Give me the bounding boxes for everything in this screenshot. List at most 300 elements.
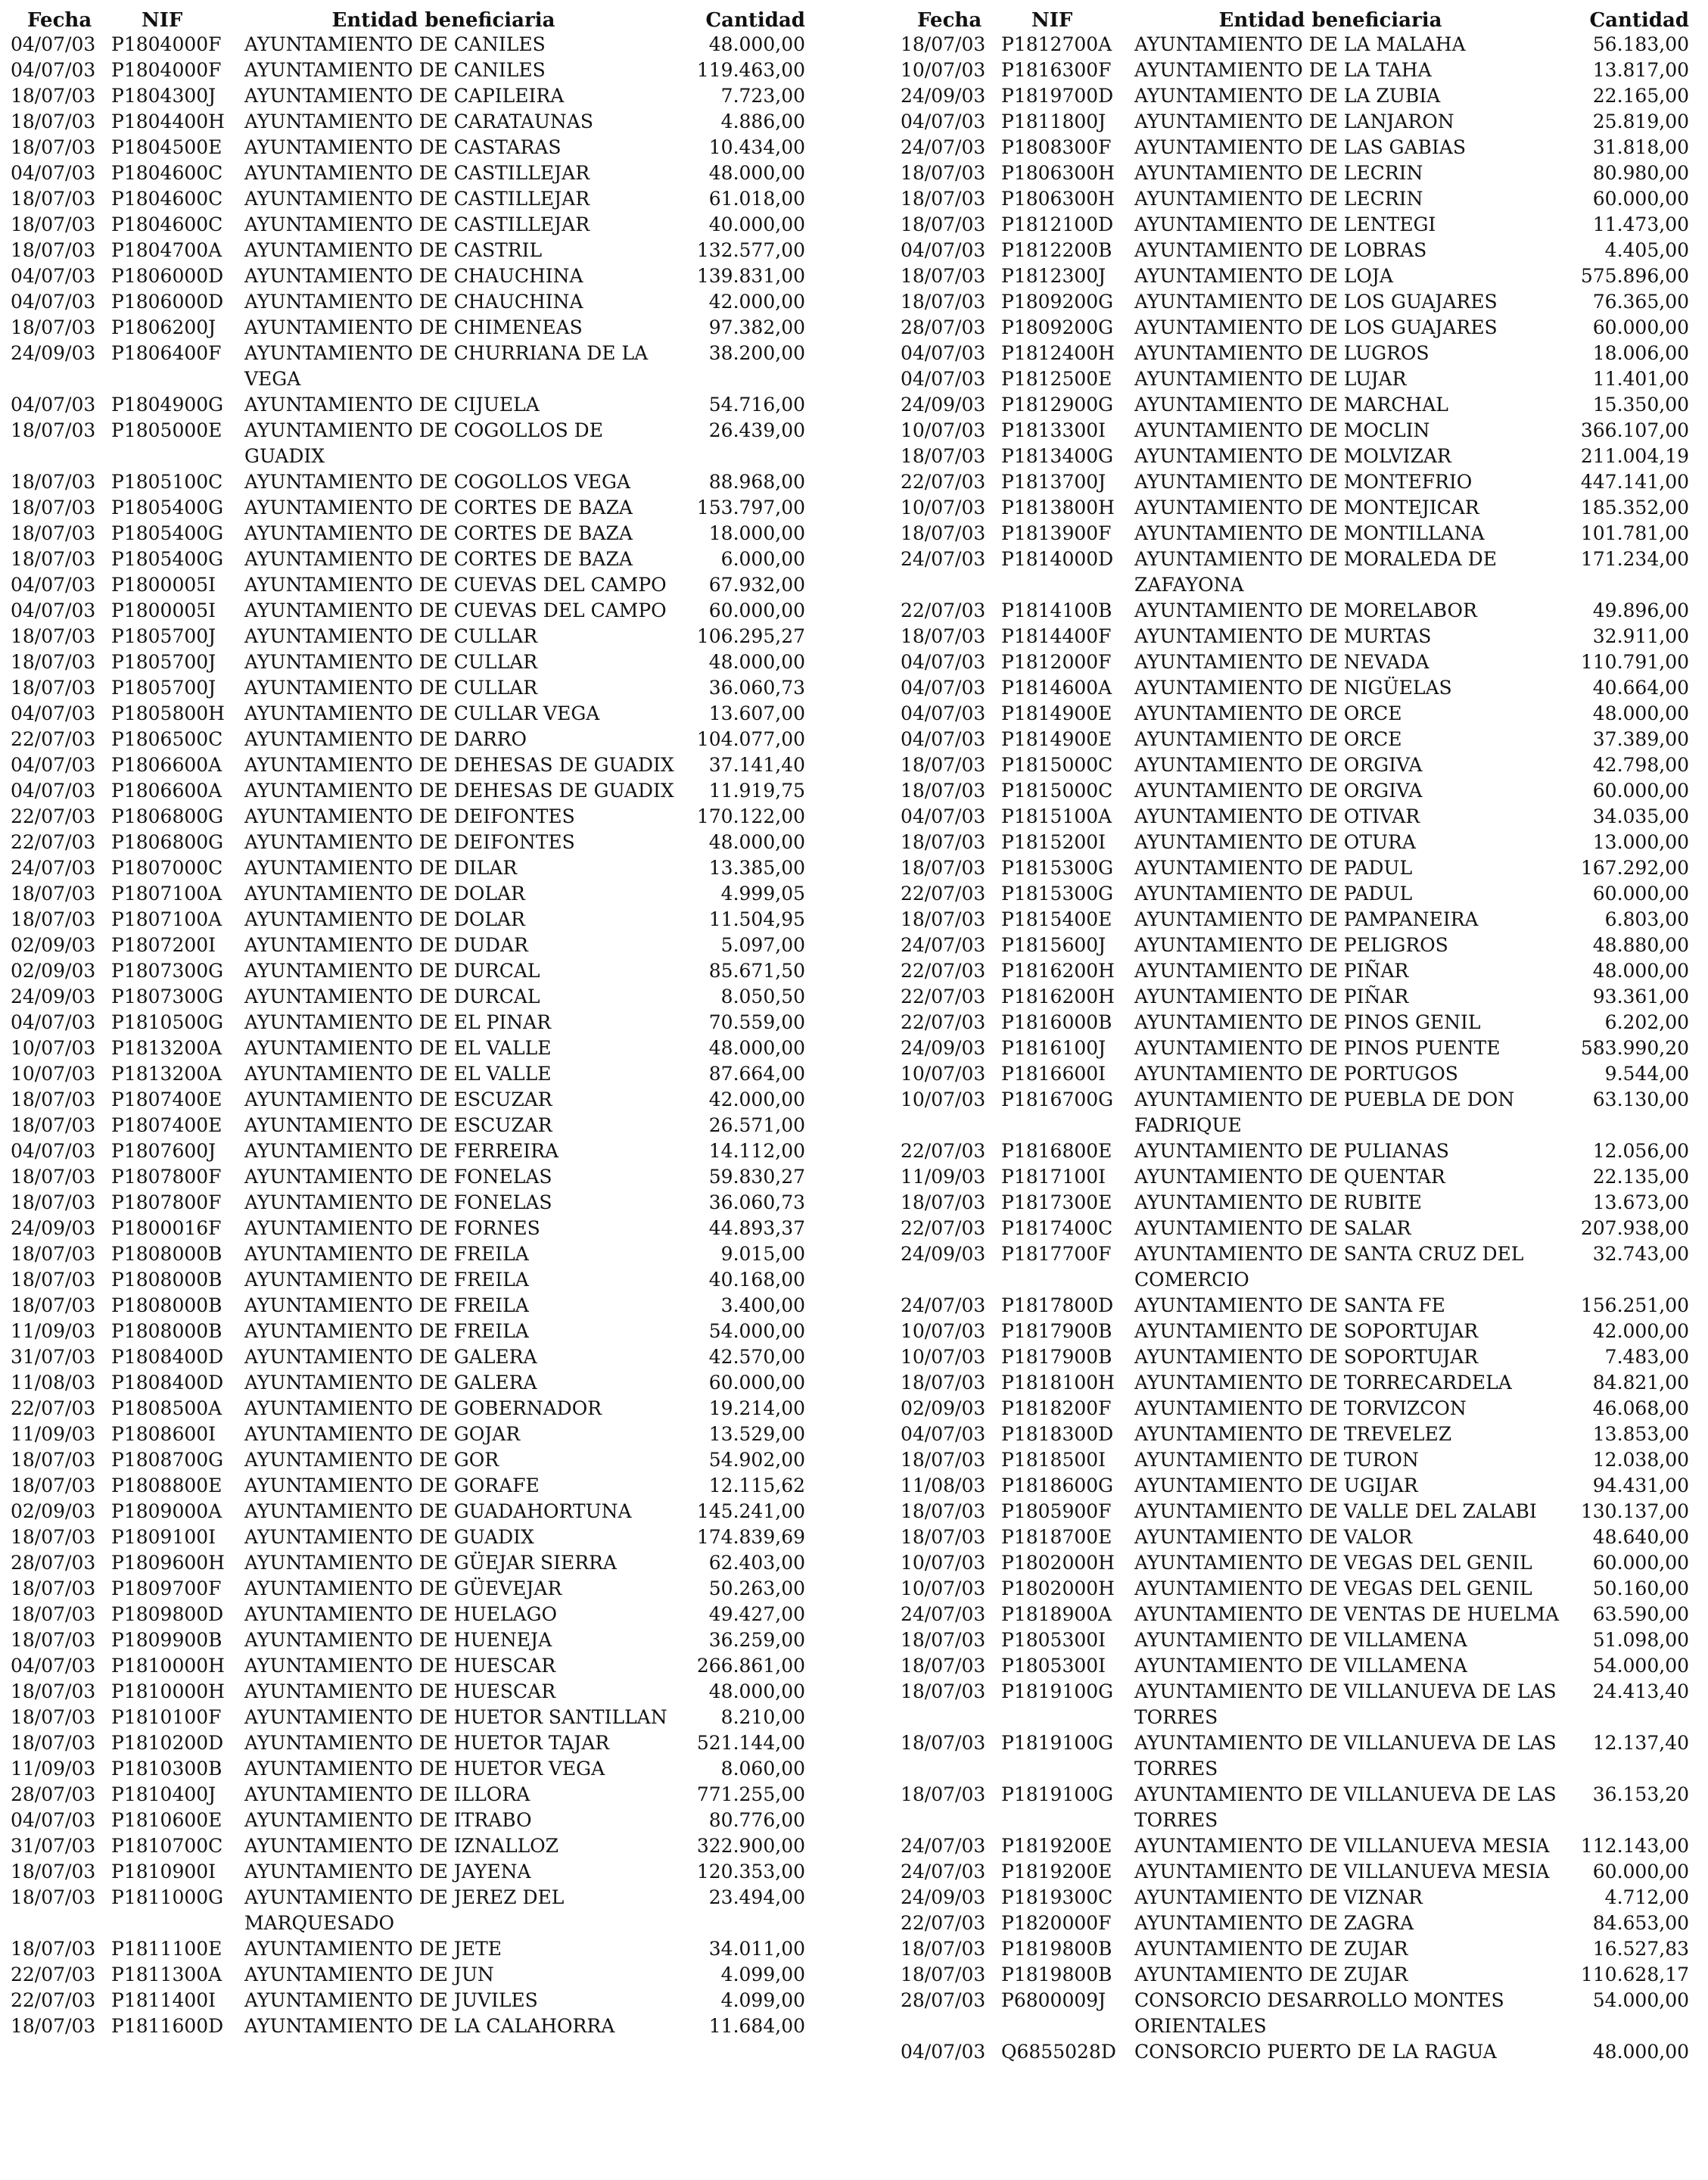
table-row — [901, 1576, 1689, 1602]
table-row — [901, 1653, 1689, 1679]
row-entidad: AYUNTAMIENTO DE QUENTAR — [1134, 1166, 1445, 1188]
row-fecha: 18/07/03 — [11, 1449, 96, 1471]
row-nif: P1818100H — [1001, 1372, 1115, 1394]
row-nif: P1814900E — [1001, 728, 1112, 750]
row-cantidad: 48.000,00 — [1592, 702, 1689, 724]
row-fecha: 11/09/03 — [11, 1758, 96, 1780]
row-cantidad: 36.259,00 — [708, 1629, 805, 1651]
row-cantidad: 51.098,00 — [1592, 1629, 1689, 1651]
table-row — [901, 1499, 1689, 1524]
row-entidad: AYUNTAMIENTO DE MOLVIZAR — [1134, 445, 1451, 467]
row-cantidad: 18.000,00 — [708, 522, 805, 544]
row-nif: P1810400J — [111, 1783, 216, 1805]
table-row — [901, 469, 1689, 495]
row-nif: P1800005I — [111, 600, 216, 621]
row-nif: P1813200A — [111, 1037, 222, 1059]
table-row — [11, 675, 805, 701]
table-row — [901, 58, 1689, 83]
row-fecha: 18/07/03 — [901, 1191, 986, 1213]
table-row — [11, 1550, 805, 1576]
row-entidad: AYUNTAMIENTO DE VILLANUEVA DE LAS TORRES — [1134, 1732, 1557, 1780]
row-nif: P1804900G — [111, 394, 224, 416]
table-row — [901, 804, 1689, 830]
row-entidad: AYUNTAMIENTO DE VILLANUEVA DE LAS TORRES — [1134, 1680, 1557, 1728]
row-nif: P1813200A — [111, 1063, 222, 1085]
row-fecha: 04/07/03 — [901, 651, 986, 673]
row-nif: P1811600D — [111, 2015, 224, 2037]
row-fecha: 24/07/03 — [901, 136, 986, 158]
row-entidad: AYUNTAMIENTO DE ORCE — [1134, 728, 1402, 750]
row-nif: P1804700A — [111, 239, 222, 261]
row-entidad: AYUNTAMIENTO DE CULLAR — [244, 625, 538, 647]
table-row — [901, 1396, 1689, 1422]
row-cantidad: 132.577,00 — [696, 239, 805, 261]
row-entidad: AYUNTAMIENTO DE GALERA — [244, 1346, 537, 1368]
row-fecha: 18/07/03 — [11, 2015, 96, 2037]
row-entidad: AYUNTAMIENTO DE CASTILLEJAR — [244, 188, 590, 210]
row-entidad: AYUNTAMIENTO DE TORRECARDELA — [1134, 1372, 1512, 1394]
row-cantidad: 15.350,00 — [1592, 394, 1689, 416]
row-fecha: 10/07/03 — [901, 1320, 986, 1342]
row-entidad: AYUNTAMIENTO DE GOR — [244, 1449, 499, 1471]
row-entidad: AYUNTAMIENTO DE CUEVAS DEL CAMPO — [244, 574, 667, 596]
row-nif: P1810700C — [111, 1835, 223, 1857]
table-row — [901, 1782, 1689, 1833]
table-row — [11, 907, 805, 933]
row-nif: P1818700E — [1001, 1526, 1112, 1548]
row-entidad: AYUNTAMIENTO DE IZNALLOZ — [244, 1835, 559, 1857]
row-entidad: AYUNTAMIENTO DE LENTEGI — [1134, 213, 1436, 235]
table-row — [11, 521, 805, 547]
row-fecha: 22/07/03 — [11, 1964, 96, 1985]
row-entidad: AYUNTAMIENTO DE PULIANAS — [1134, 1140, 1449, 1162]
table-row — [901, 649, 1689, 675]
row-entidad: AYUNTAMIENTO DE MARCHAL — [1134, 394, 1448, 416]
row-fecha: 18/07/03 — [901, 291, 986, 313]
row-cantidad: 156.251,00 — [1580, 1294, 1689, 1316]
row-entidad: AYUNTAMIENTO DE EL VALLE — [244, 1063, 552, 1085]
table-row — [11, 598, 805, 624]
row-nif: P1816700G — [1001, 1088, 1114, 1110]
row-cantidad: 42.798,00 — [1592, 754, 1689, 776]
row-fecha: 24/09/03 — [901, 1886, 986, 1908]
row-nif: P1817900B — [1001, 1320, 1112, 1342]
row-entidad: AYUNTAMIENTO DE VIZNAR — [1134, 1886, 1423, 1908]
row-entidad: AYUNTAMIENTO DE DURCAL — [244, 986, 540, 1007]
table-row — [901, 907, 1689, 933]
row-cantidad: 50.263,00 — [708, 1577, 805, 1599]
table-row — [11, 1293, 805, 1319]
table-row — [11, 1962, 805, 1988]
table-row — [11, 701, 805, 727]
table-row — [11, 1653, 805, 1679]
row-entidad: AYUNTAMIENTO DE SOPORTUJAR — [1134, 1320, 1479, 1342]
header-cantidad: Cantidad — [1589, 9, 1689, 32]
row-nif: P1816100J — [1001, 1037, 1106, 1059]
table-row — [11, 572, 805, 598]
table-row — [11, 547, 805, 572]
row-fecha: 04/07/03 — [11, 754, 96, 776]
row-cantidad: 4.712,00 — [1604, 1886, 1689, 1908]
table-row — [11, 418, 805, 469]
row-nif: P1808300F — [1001, 136, 1112, 158]
row-fecha: 18/07/03 — [901, 445, 986, 467]
row-fecha: 02/09/03 — [901, 1397, 986, 1419]
row-entidad: AYUNTAMIENTO DE TREVELEZ — [1134, 1423, 1452, 1445]
row-entidad: AYUNTAMIENTO DE VILLANUEVA DE LAS TORRES — [1134, 1783, 1557, 1831]
table-row — [901, 1061, 1689, 1087]
row-fecha: 18/07/03 — [11, 1732, 96, 1754]
row-entidad: AYUNTAMIENTO DE VEGAS DEL GENIL — [1134, 1577, 1532, 1599]
row-nif: P1809800D — [111, 1603, 224, 1625]
row-fecha: 28/07/03 — [11, 1552, 96, 1574]
row-cantidad: 13.817,00 — [1592, 59, 1689, 81]
row-cantidad: 13.853,00 — [1592, 1423, 1689, 1445]
row-cantidad: 4.099,00 — [720, 1989, 805, 2011]
table-row — [11, 1730, 805, 1756]
row-cantidad: 9.544,00 — [1604, 1063, 1689, 1085]
row-fecha: 18/07/03 — [11, 1191, 96, 1213]
row-entidad: AYUNTAMIENTO DE HUELAGO — [244, 1603, 558, 1625]
row-cantidad: 60.000,00 — [1592, 780, 1689, 802]
table-row — [11, 1164, 805, 1190]
table-row — [901, 1473, 1689, 1499]
row-entidad: AYUNTAMIENTO DE LOJA — [1134, 265, 1393, 287]
row-fecha: 18/07/03 — [901, 265, 986, 287]
table-row — [11, 1241, 805, 1267]
row-entidad: AYUNTAMIENTO DE DURCAL — [244, 960, 540, 982]
row-nif: P1817100I — [1001, 1166, 1106, 1188]
row-fecha: 04/07/03 — [11, 1655, 96, 1677]
row-fecha: 10/07/03 — [901, 419, 986, 441]
table-row — [901, 135, 1689, 160]
row-nif: P1813400G — [1001, 445, 1114, 467]
left-column — [11, 6, 805, 2039]
table-row — [11, 186, 805, 212]
table-row — [901, 186, 1689, 212]
row-entidad: CONSORCIO DESARROLLO MONTES ORIENTALES — [1134, 1989, 1504, 2037]
row-cantidad: 59.830,27 — [708, 1166, 805, 1188]
row-fecha: 18/07/03 — [901, 162, 986, 184]
row-entidad: AYUNTAMIENTO DE PINOS PUENTE — [1134, 1037, 1501, 1059]
row-nif: P1805400G — [111, 522, 224, 544]
row-fecha: 18/07/03 — [11, 419, 96, 441]
row-entidad: AYUNTAMIENTO DE DARRO — [244, 728, 527, 750]
row-fecha: 18/07/03 — [901, 831, 986, 853]
row-cantidad: 112.143,00 — [1580, 1835, 1689, 1857]
row-fecha: 18/07/03 — [901, 1449, 986, 1471]
row-entidad: AYUNTAMIENTO DE HUETOR VEGA — [244, 1758, 605, 1780]
row-nif: P1804400H — [111, 111, 225, 132]
row-cantidad: 12.038,00 — [1592, 1449, 1689, 1471]
row-cantidad: 40.000,00 — [708, 213, 805, 235]
row-nif: P1805000E — [111, 419, 222, 441]
table-row — [901, 1010, 1689, 1036]
row-entidad: AYUNTAMIENTO DE CHAUCHINA — [244, 291, 583, 313]
row-entidad: CONSORCIO PUERTO DE LA RAGUA — [1134, 2041, 1497, 2063]
row-cantidad: 62.403,00 — [708, 1552, 805, 1574]
table-row — [11, 160, 805, 186]
table-row — [901, 238, 1689, 263]
row-cantidad: 36.153,20 — [1592, 1783, 1689, 1805]
row-cantidad: 63.130,00 — [1592, 1088, 1689, 1110]
table-row — [901, 263, 1689, 289]
row-entidad: AYUNTAMIENTO DE PINOS GENIL — [1134, 1011, 1481, 1033]
row-nif: P1815300G — [1001, 857, 1114, 879]
table-row — [901, 1988, 1689, 2039]
row-nif: P1816000B — [1001, 1011, 1112, 1033]
row-fecha: 28/07/03 — [901, 1989, 986, 2011]
row-cantidad: 42.000,00 — [708, 291, 805, 313]
row-cantidad: 8.060,00 — [720, 1758, 805, 1780]
row-entidad: AYUNTAMIENTO DE LECRIN — [1134, 162, 1423, 184]
row-nif: P1816600I — [1001, 1063, 1106, 1085]
row-fecha: 18/07/03 — [11, 1088, 96, 1110]
row-entidad: AYUNTAMIENTO DE PAMPANEIRA — [1134, 908, 1479, 930]
row-entidad: AYUNTAMIENTO DE CASTILLEJAR — [244, 213, 590, 235]
table-row — [901, 1911, 1689, 1936]
row-nif: P1808400D — [111, 1346, 224, 1368]
row-cantidad: 46.068,00 — [1592, 1397, 1689, 1419]
row-entidad: AYUNTAMIENTO DE MONTEJICAR — [1134, 497, 1479, 519]
table-header — [901, 6, 1689, 32]
row-entidad: AYUNTAMIENTO DE MURTAS — [1134, 625, 1432, 647]
table-row — [11, 1036, 805, 1061]
table-row — [901, 752, 1689, 778]
row-entidad: AYUNTAMIENTO DE SOPORTUJAR — [1134, 1346, 1479, 1368]
row-nif: P1811100E — [111, 1938, 222, 1960]
row-fecha: 10/07/03 — [11, 1037, 96, 1059]
row-fecha: 22/07/03 — [901, 1912, 986, 1934]
row-cantidad: 120.353,00 — [696, 1861, 805, 1883]
row-fecha: 10/07/03 — [11, 1063, 96, 1085]
row-nif: P1812700A — [1001, 33, 1112, 55]
table-row — [901, 1833, 1689, 1859]
table-row — [901, 1447, 1689, 1473]
row-entidad: AYUNTAMIENTO DE ORCE — [1134, 702, 1402, 724]
row-fecha: 18/07/03 — [11, 1706, 96, 1728]
row-entidad: AYUNTAMIENTO DE VILLAMENA — [1134, 1629, 1467, 1651]
row-fecha: 18/07/03 — [901, 857, 986, 879]
table-row — [11, 2013, 805, 2039]
row-fecha: 10/07/03 — [901, 1552, 986, 1574]
row-cantidad: 11.684,00 — [708, 2015, 805, 2037]
row-entidad: AYUNTAMIENTO DE LA ZUBIA — [1134, 85, 1441, 107]
row-nif: P1805700J — [111, 677, 216, 699]
row-fecha: 11/09/03 — [11, 1320, 96, 1342]
table-row — [901, 881, 1689, 907]
row-cantidad: 266.861,00 — [696, 1655, 805, 1677]
row-nif: P1817800D — [1001, 1294, 1114, 1316]
row-fecha: 18/07/03 — [11, 1603, 96, 1625]
row-entidad: AYUNTAMIENTO DE MORELABOR — [1134, 600, 1477, 621]
row-fecha: 04/07/03 — [11, 702, 96, 724]
row-nif: P1817300E — [1001, 1191, 1112, 1213]
row-nif: P1819800B — [1001, 1938, 1112, 1960]
table-row — [901, 366, 1689, 392]
row-fecha: 24/07/03 — [901, 1861, 986, 1883]
row-fecha: 18/07/03 — [901, 188, 986, 210]
row-entidad: AYUNTAMIENTO DE NEVADA — [1134, 651, 1430, 673]
row-entidad: AYUNTAMIENTO DE GORAFE — [244, 1475, 540, 1496]
row-fecha: 10/07/03 — [901, 1577, 986, 1599]
row-cantidad: 26.571,00 — [708, 1114, 805, 1136]
row-entidad: AYUNTAMIENTO DE FREILA — [244, 1320, 529, 1342]
row-entidad: AYUNTAMIENTO DE CULLAR — [244, 677, 538, 699]
row-cantidad: 36.060,73 — [708, 1191, 805, 1213]
row-fecha: 11/08/03 — [11, 1372, 96, 1394]
row-cantidad: 76.365,00 — [1592, 291, 1689, 313]
row-entidad: AYUNTAMIENTO DE HUESCAR — [244, 1655, 556, 1677]
table-row — [11, 1679, 805, 1705]
table-row — [11, 1087, 805, 1113]
row-entidad: AYUNTAMIENTO DE TURON — [1134, 1449, 1419, 1471]
row-cantidad: 93.361,00 — [1592, 986, 1689, 1007]
row-cantidad: 67.932,00 — [708, 574, 805, 596]
row-nif: P1820000F — [1001, 1912, 1112, 1934]
row-fecha: 22/07/03 — [901, 600, 986, 621]
row-nif: P1804500E — [111, 136, 222, 158]
row-entidad: AYUNTAMIENTO DE VILLANUEVA MESIA — [1134, 1835, 1550, 1857]
row-fecha: 18/07/03 — [11, 239, 96, 261]
row-cantidad: 80.980,00 — [1592, 162, 1689, 184]
row-entidad: AYUNTAMIENTO DE GUADIX — [244, 1526, 534, 1548]
row-nif: P1814100B — [1001, 600, 1112, 621]
table-row — [11, 1267, 805, 1293]
row-cantidad: 8.210,00 — [720, 1706, 805, 1728]
row-cantidad: 48.000,00 — [1592, 960, 1689, 982]
row-entidad: AYUNTAMIENTO DE DILAR — [244, 857, 518, 879]
row-entidad: AYUNTAMIENTO DE LA CALAHORRA — [244, 2015, 615, 2037]
row-cantidad: 54.000,00 — [708, 1320, 805, 1342]
row-cantidad: 13.529,00 — [708, 1423, 805, 1445]
row-entidad: AYUNTAMIENTO DE DOLAR — [244, 908, 525, 930]
row-entidad: AYUNTAMIENTO DE CHAUCHINA — [244, 265, 583, 287]
row-nif: P1819200E — [1001, 1835, 1112, 1857]
row-cantidad: 80.776,00 — [708, 1809, 805, 1831]
row-nif: P1807200I — [111, 934, 216, 956]
row-entidad: AYUNTAMIENTO DE HUETOR TAJAR — [244, 1732, 610, 1754]
row-cantidad: 48.000,00 — [708, 831, 805, 853]
row-nif: P1816800E — [1001, 1140, 1112, 1162]
row-fecha: 18/07/03 — [11, 136, 96, 158]
row-cantidad: 13.385,00 — [708, 857, 805, 879]
row-fecha: 24/07/03 — [901, 548, 986, 570]
table-row — [11, 1627, 805, 1653]
table-row — [11, 1782, 805, 1808]
row-fecha: 18/07/03 — [11, 1269, 96, 1291]
row-cantidad: 104.077,00 — [696, 728, 805, 750]
header-nif: NIF — [1031, 9, 1073, 32]
row-cantidad: 36.060,73 — [708, 677, 805, 699]
row-entidad: AYUNTAMIENTO DE CORTES DE BAZA — [244, 548, 633, 570]
table-row — [11, 933, 805, 958]
row-nif: P1817900B — [1001, 1346, 1112, 1368]
row-fecha: 24/09/03 — [11, 986, 96, 1007]
row-entidad: AYUNTAMIENTO DE CHIMENEAS — [244, 316, 583, 338]
row-nif: P1810900I — [111, 1861, 216, 1883]
row-entidad: AYUNTAMIENTO DE MONTEFRIO — [1134, 471, 1473, 493]
row-nif: P1808000B — [111, 1294, 222, 1316]
row-entidad: AYUNTAMIENTO DE ZAGRA — [1134, 1912, 1414, 1934]
row-fecha: 04/07/03 — [901, 728, 986, 750]
row-nif: P1808600I — [111, 1423, 216, 1445]
table-row — [901, 1164, 1689, 1190]
row-fecha: 02/09/03 — [11, 1500, 96, 1522]
row-entidad: AYUNTAMIENTO DE OTIVAR — [1134, 805, 1420, 827]
row-entidad: AYUNTAMIENTO DE HUENEJA — [244, 1629, 552, 1651]
row-fecha: 24/09/03 — [901, 1243, 986, 1265]
table-row — [901, 778, 1689, 804]
row-entidad: AYUNTAMIENTO DE DEHESAS DE GUADIX — [244, 780, 674, 802]
table-row — [901, 1679, 1689, 1730]
row-entidad: AYUNTAMIENTO DE LAS GABIAS — [1134, 136, 1466, 158]
row-nif: P1812000F — [1001, 651, 1112, 673]
row-entidad: AYUNTAMIENTO DE CULLAR — [244, 651, 538, 673]
row-entidad: AYUNTAMIENTO DE MONTILLANA — [1134, 522, 1485, 544]
row-entidad: AYUNTAMIENTO DE VILLANUEVA MESIA — [1134, 1861, 1550, 1883]
row-nif: P1804600C — [111, 188, 223, 210]
row-cantidad: 9.015,00 — [720, 1243, 805, 1265]
row-nif: P1815200I — [1001, 831, 1106, 853]
row-fecha: 22/07/03 — [11, 1397, 96, 1419]
row-fecha: 18/07/03 — [901, 1629, 986, 1651]
row-cantidad: 16.527,83 — [1592, 1938, 1689, 1960]
table-row — [901, 984, 1689, 1010]
row-fecha: 18/07/03 — [11, 908, 96, 930]
row-fecha: 28/07/03 — [11, 1783, 96, 1805]
row-cantidad: 23.494,00 — [708, 1886, 805, 1908]
row-nif: P1805700J — [111, 651, 216, 673]
row-cantidad: 26.439,00 — [708, 419, 805, 441]
row-nif: P1810200D — [111, 1732, 224, 1754]
row-fecha: 04/07/03 — [11, 600, 96, 621]
row-cantidad: 6.000,00 — [720, 548, 805, 570]
row-entidad: AYUNTAMIENTO DE COGOLLOS DE GUADIX — [244, 419, 603, 467]
row-fecha: 24/09/03 — [901, 1037, 986, 1059]
row-fecha: 04/07/03 — [11, 59, 96, 81]
table-row — [11, 212, 805, 238]
row-nif: P1818200F — [1001, 1397, 1112, 1419]
row-cantidad: 63.590,00 — [1592, 1603, 1689, 1625]
row-fecha: 18/07/03 — [901, 1783, 986, 1805]
row-entidad: AYUNTAMIENTO DE CANILES — [244, 59, 546, 81]
row-cantidad: 3.400,00 — [720, 1294, 805, 1316]
row-nif: P1807300G — [111, 960, 224, 982]
row-entidad: AYUNTAMIENTO DE JEREZ DEL MARQUESADO — [244, 1886, 565, 1934]
row-cantidad: 167.292,00 — [1580, 857, 1689, 879]
row-nif: P1809900B — [111, 1629, 222, 1651]
table-row — [11, 1113, 805, 1138]
row-entidad: AYUNTAMIENTO DE VENTAS DE HUELMA — [1134, 1603, 1560, 1625]
row-entidad: AYUNTAMIENTO DE FREILA — [244, 1269, 529, 1291]
row-cantidad: 447.141,00 — [1580, 471, 1689, 493]
table-row — [11, 1524, 805, 1550]
row-entidad: AYUNTAMIENTO DE LOBRAS — [1134, 239, 1427, 261]
row-fecha: 02/09/03 — [11, 934, 96, 956]
row-nif: P1802000H — [1001, 1577, 1115, 1599]
row-cantidad: 4.099,00 — [720, 1964, 805, 1985]
row-cantidad: 54.000,00 — [1592, 1655, 1689, 1677]
table-row — [901, 1216, 1689, 1241]
row-cantidad: 110.791,00 — [1580, 651, 1689, 673]
row-nif: P1806000D — [111, 265, 224, 287]
row-fecha: 18/07/03 — [901, 33, 986, 55]
row-cantidad: 49.896,00 — [1592, 600, 1689, 621]
table-row — [11, 752, 805, 778]
row-cantidad: 44.893,37 — [708, 1217, 805, 1239]
table-row — [11, 109, 805, 135]
